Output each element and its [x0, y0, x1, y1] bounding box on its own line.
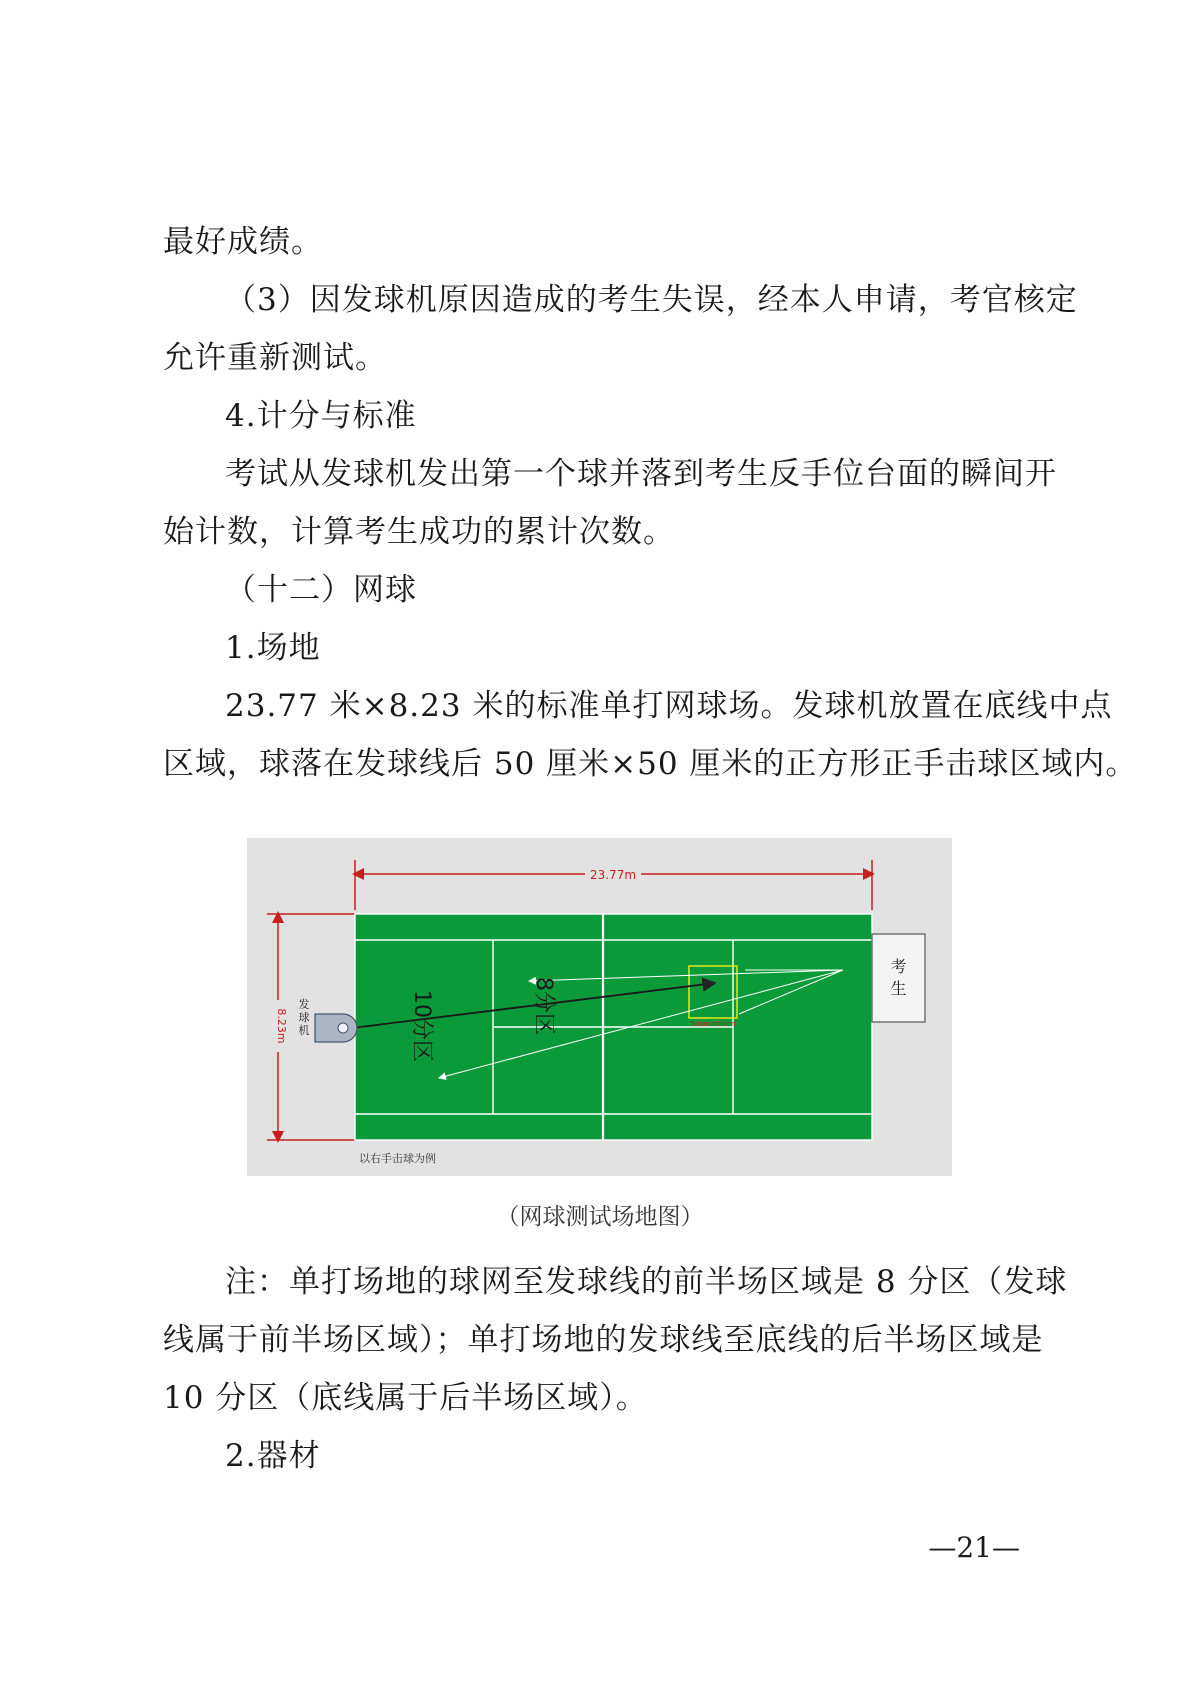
section-heading: 2.器材 [225, 1438, 321, 1474]
paragraph-line: 线属于前半场区域）；单打场地的发球线至底线的后半场区域是 [163, 1322, 1044, 1358]
paragraph-line: （3）因发球机原因造成的考生失误，经本人申请，考官核定 [225, 282, 1078, 318]
machine-label: 发 球 机 [298, 998, 310, 1037]
tennis-court-figure [247, 838, 952, 1176]
length-label: 23.77m [589, 868, 637, 882]
paragraph-line: 23.77 米×8.23 米的标准单打网球场。发球机放置在底线中点 [225, 688, 1113, 724]
width-label: 8.23m [275, 1008, 288, 1044]
paragraph-line: 始计数，计算考生成功的累计次数。 [163, 514, 675, 550]
target-label: 50cm×50cm [690, 1020, 736, 1028]
paragraph-line: 允许重新测试。 [163, 340, 387, 376]
page-number: —21— [928, 1531, 1020, 1564]
court-diagram [247, 838, 952, 1176]
section-heading: （十二）网球 [225, 572, 417, 608]
zone-8-label: 8分区 [531, 977, 556, 1035]
paragraph-line: 考试从发球机发出第一个球并落到考生反手位台面的瞬间开 [225, 456, 1057, 492]
examinee-label: 考 生 [890, 957, 907, 998]
figure-caption: （网球测试场地图） [496, 1204, 704, 1230]
paragraph-line: 区域，球落在发球线后 50 厘米×50 厘米的正方形正手击球区域内。 [163, 746, 1138, 782]
section-heading: 1.场地 [225, 630, 321, 666]
serving-machine-icon [315, 1014, 357, 1042]
zone-10-label: 10分区 [409, 990, 434, 1062]
figure-footnote: 以右手击球为例 [359, 1152, 436, 1165]
paragraph-line: 注：单打场地的球网至发球线的前半场区域是 8 分区（发球 [225, 1264, 1068, 1300]
section-heading: 4.计分与标准 [225, 398, 417, 434]
paragraph-line: 最好成绩。 [163, 224, 323, 260]
paragraph-line: 10 分区（底线属于后半场区域）。 [163, 1380, 648, 1416]
